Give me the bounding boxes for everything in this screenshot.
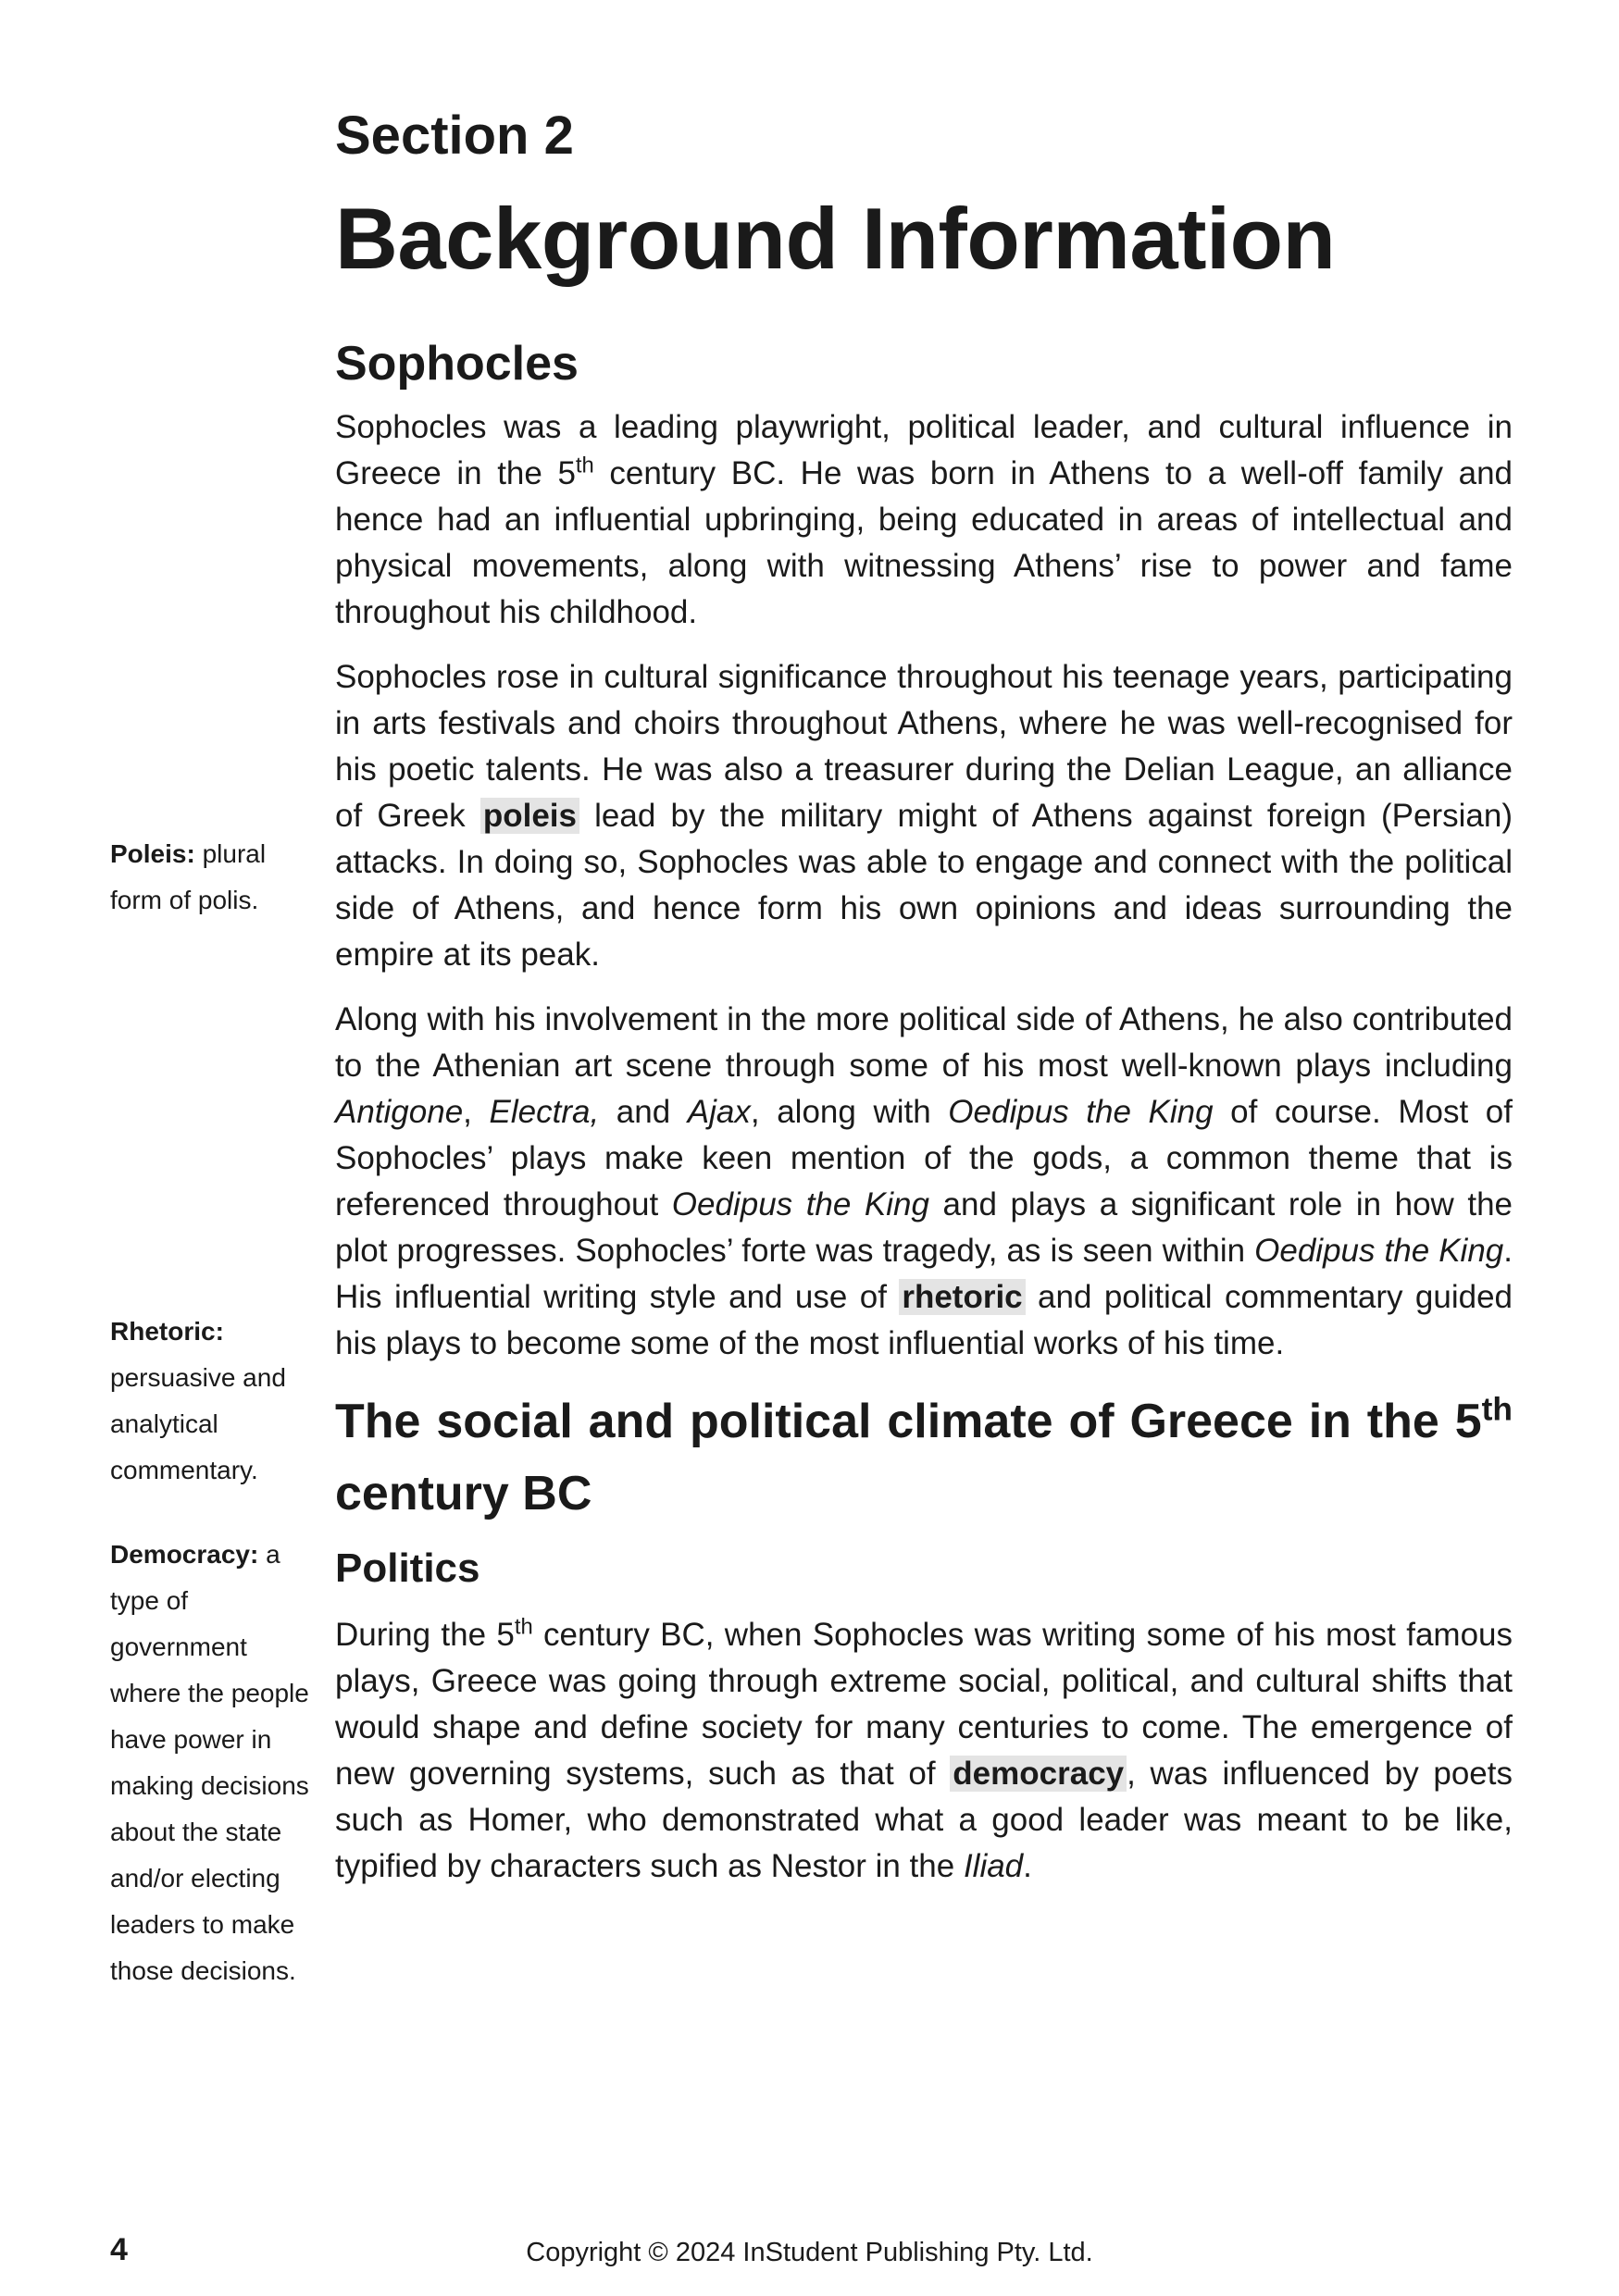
page-number: 4 bbox=[110, 2232, 128, 2267]
paragraph-politics-1: During the 5th century BC, when Sophocles was writing some of his most famous plays, Greece was going through extreme social, political, and cultural shifts that would shape and define society for many centuries to come. The emergence of new governing systems, such as that of democracy, was influenced by poets such as Homer, who demonstrated what a good leader was meant to be like, typified by characters such as Nestor in the Iliad. bbox=[335, 1614, 1513, 1885]
play-title: Antigone bbox=[335, 1094, 464, 1131]
heading-sophocles: Sophocles bbox=[335, 336, 579, 391]
glossary-term-democracy: democracy bbox=[950, 1756, 1127, 1792]
play-title: Electra, bbox=[489, 1094, 600, 1131]
section-label: Section 2 bbox=[335, 105, 574, 166]
play-title: Ajax bbox=[687, 1094, 751, 1131]
heading-social-political-climate: The social and political climate of Greece in the 5th century BC bbox=[335, 1392, 1513, 1521]
copyright-notice: Copyright © 2024 InStudent Publishing Pty. Ltd. bbox=[526, 2238, 1093, 2267]
glossary-note-democracy: Democracy: a type of government where the people have power in making decisions about the state and/or electing leaders to make those decisions. bbox=[110, 1540, 309, 1985]
paragraph-sophocles-3: Along with his involvement in the more political side of Athens, he also contributed to the Athenian art scene through some of his most well-known plays including Antigone, Electra, and Ajax, along with Oedipus the King of course. Most of Sophocles’ plays make keen mention of the gods, a common theme that is referenced throughout Oedipus the King and plays a significant role in how the plot progresses. Sophocles’ forte was tragedy, as is seen within Oedipus the King. His influential writing style and use of rhetoric and political commentary guided his plays to become some of the most influential works of his time. bbox=[335, 1001, 1513, 1362]
glossary-term-rhetoric: rhetoric bbox=[899, 1279, 1025, 1315]
glossary-note-poleis: Poleis: plural form of polis. bbox=[110, 839, 267, 914]
paragraph-sophocles-2: Sophocles rose in cultural significance throughout his teenage years, participating in arts festivals and choirs throughout Athens, where he was well-recognised for his poetic talents. He was also a treasurer during the Delian League, an alliance of Greek poleis lead by the military might of Athens against foreign (Persian) attacks. In doing so, Sophocles was able to engage and connect with the political side of Athens, and hence form his own opinions and ideas surrounding the empire at its peak. bbox=[335, 659, 1513, 974]
play-title: Oedipus the King bbox=[1254, 1233, 1504, 1270]
play-title: Oedipus the King bbox=[671, 1186, 929, 1223]
paragraph-sophocles-1: Sophocles was a leading playwright, political leader, and cultural influence in Greece in the 5th century BC. He was born in Athens to a well-off family and hence had an influential upbringing, being educated in areas of intellectual and physical movements, along with witnessing Athens’ rise to power and fame throughout his childhood. bbox=[335, 409, 1513, 631]
main-column bbox=[335, 93, 1513, 1908]
glossary-term-poleis: poleis bbox=[480, 798, 579, 834]
play-title: Oedipus the King bbox=[948, 1094, 1214, 1131]
glossary-note-rhetoric: Rhetoric: persuasive and analytical commentary. bbox=[110, 1317, 286, 1484]
heading-politics: Politics bbox=[335, 1545, 480, 1592]
work-title: Iliad bbox=[963, 1848, 1024, 1885]
page-title: Background Information bbox=[335, 189, 1336, 287]
